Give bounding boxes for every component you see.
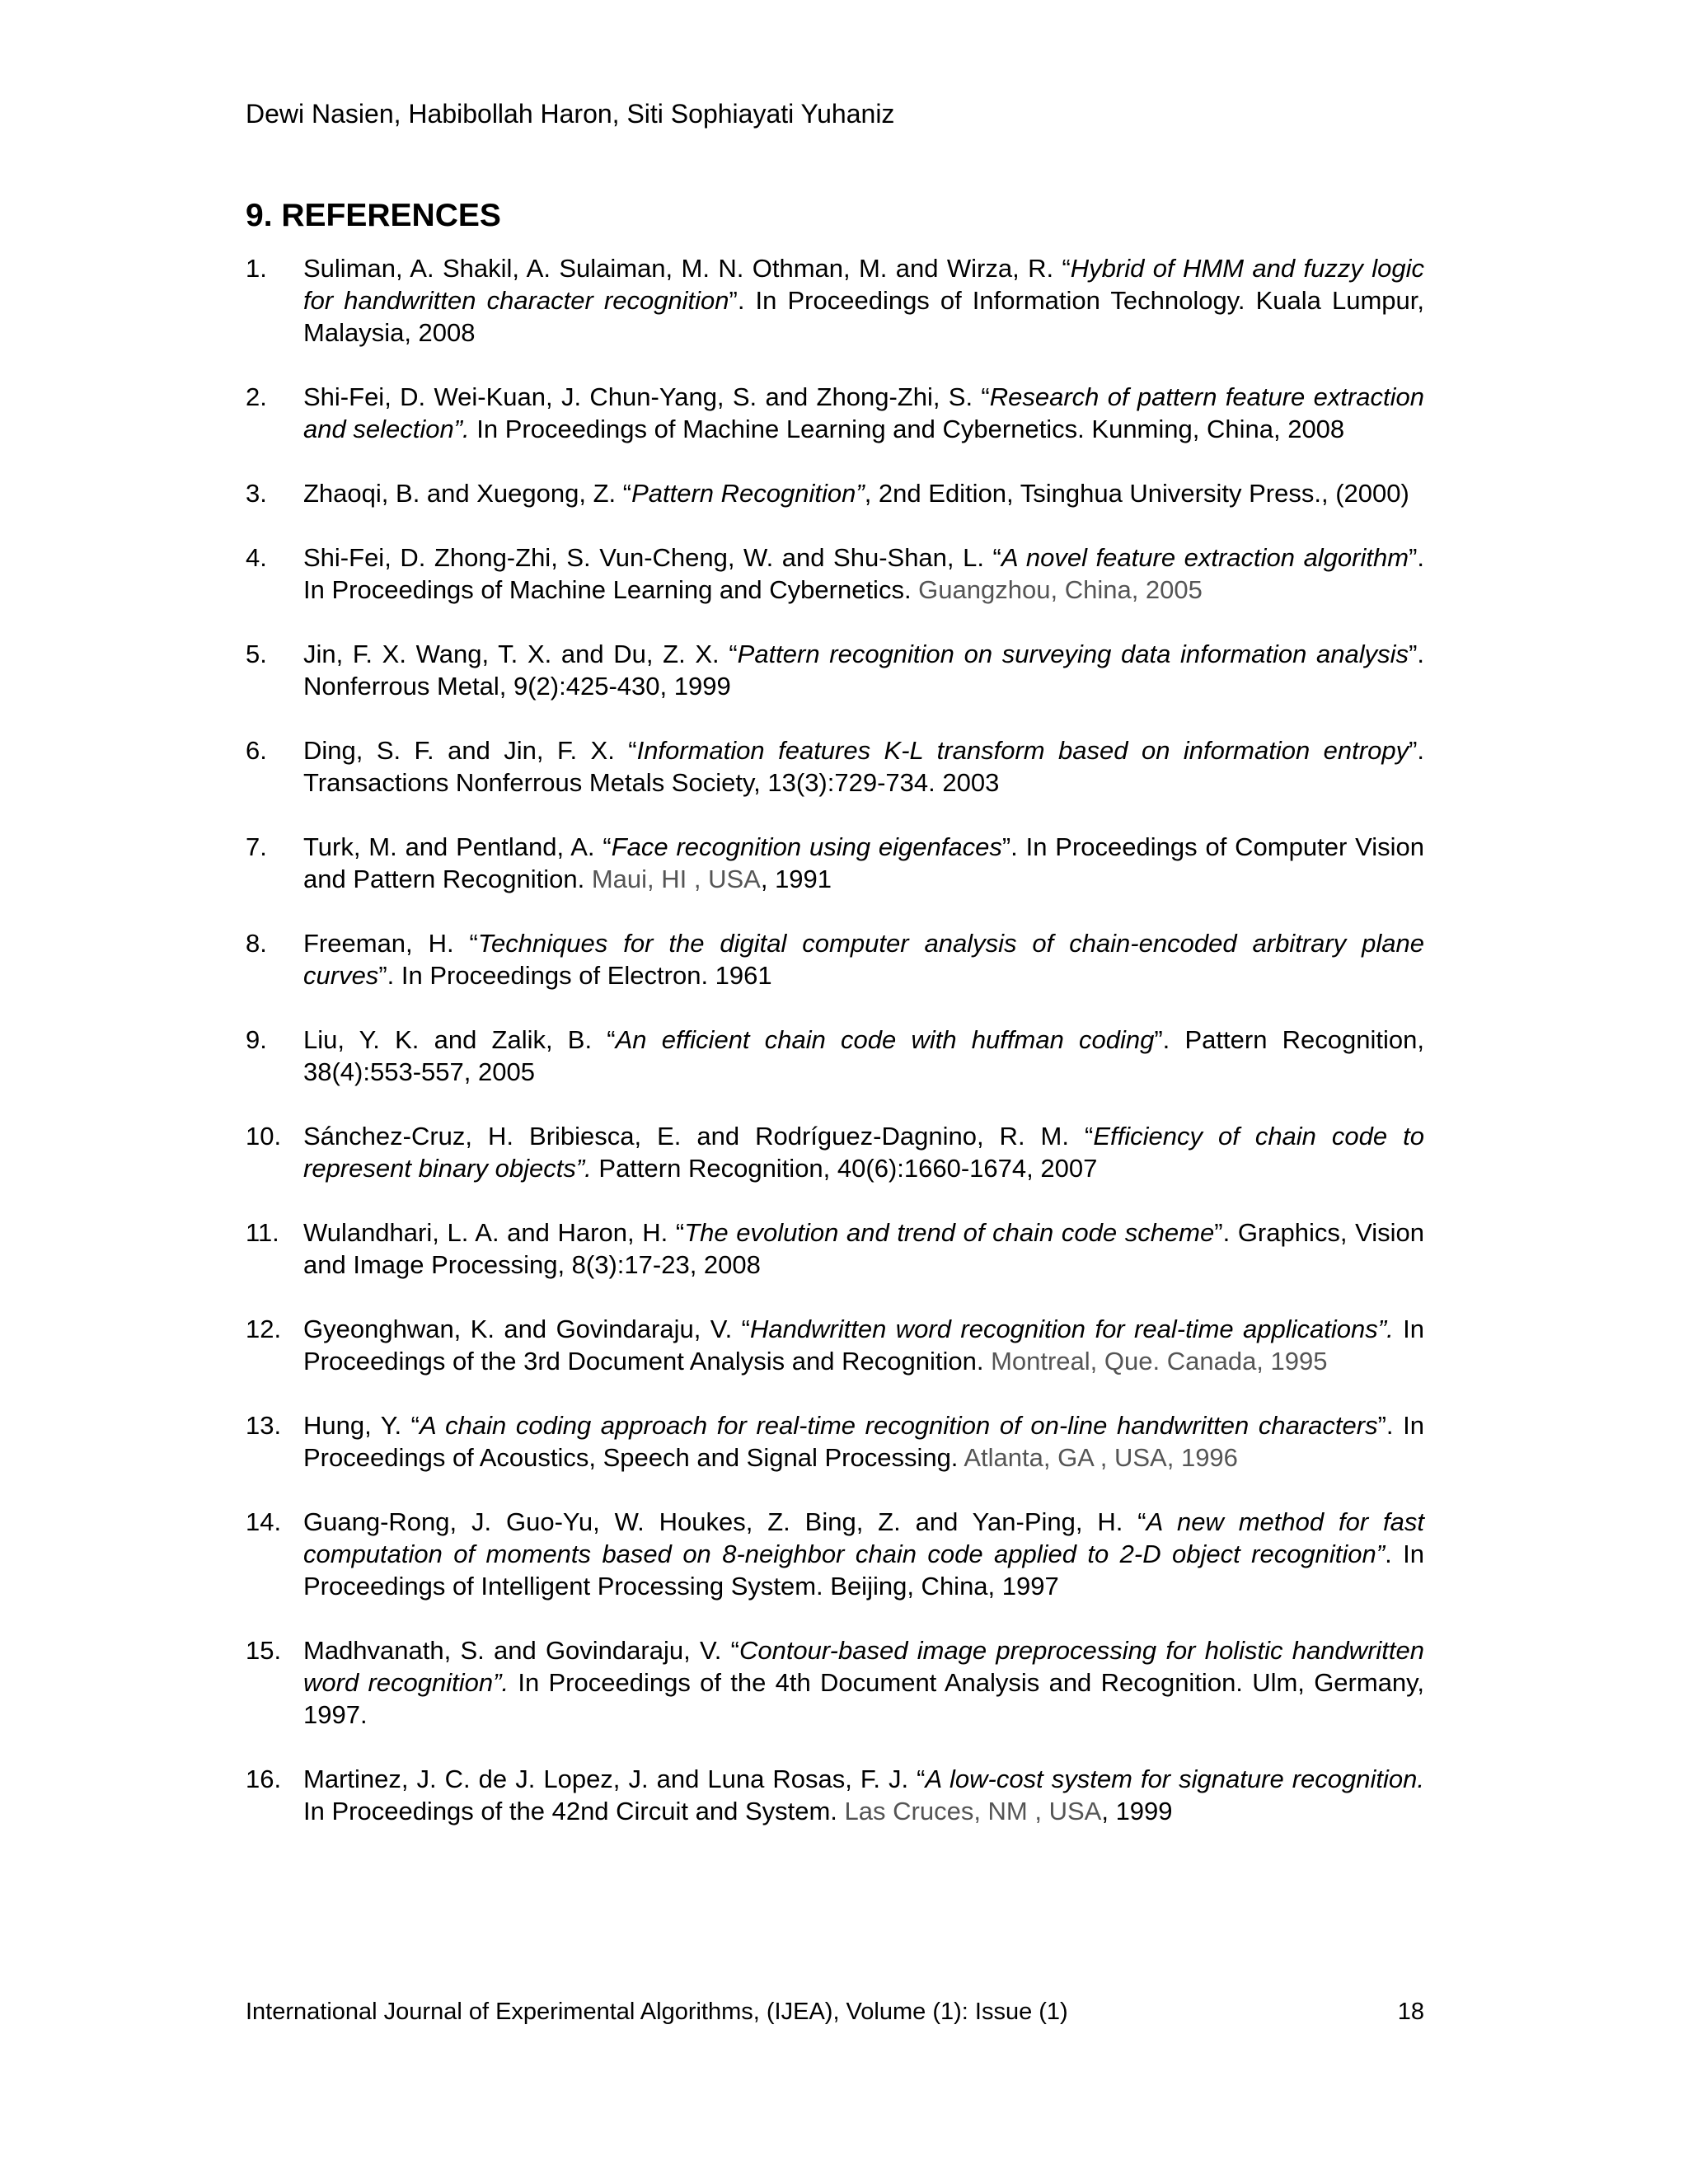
reference-authors: Guang-Rong, J. Guo-Yu, W. Houkes, Z. Bing, Z. and Yan-Ping, H. “	[303, 1507, 1146, 1536]
reference-text	[303, 1634, 1424, 1731]
reference-authors: Madhvanath, S. and Govindaraju, V. “	[303, 1636, 739, 1665]
reference-source: ”. In Proceedings of Electron. 1961	[378, 961, 772, 990]
reference-authors: Gyeonghwan, K. and Govindaraju, V. “	[303, 1315, 750, 1343]
reference-item	[246, 1024, 1424, 1088]
reference-number: 16.	[246, 1765, 282, 1793]
reference-title: Pattern recognition on surveying data information analysis	[737, 640, 1409, 668]
reference-authors: Jin, F. X. Wang, T. X. and Du, Z. X. “	[303, 640, 738, 668]
reference-number: 10.	[246, 1122, 282, 1151]
reference-item	[246, 1634, 1424, 1731]
reference-number: 1.	[246, 254, 267, 283]
reference-authors: Shi-Fei, D. Zhong-Zhi, S. Vun-Cheng, W. and Shu-Shan, L. “	[303, 543, 1001, 572]
reference-number: 13.	[246, 1411, 282, 1440]
reference-authors: Wulandhari, L. A. and Haron, H. “	[303, 1218, 685, 1247]
section-title: 9. REFERENCES	[246, 198, 501, 233]
reference-text	[303, 1120, 1424, 1184]
reference-number: 9.	[246, 1025, 267, 1054]
reference-number: 15.	[246, 1636, 282, 1665]
reference-authors: Ding, S. F. and Jin, F. X. “	[303, 736, 637, 765]
reference-text	[303, 1763, 1424, 1827]
reference-source: ”. Nonferrous Metal, 9(2):425-430, 1999	[303, 640, 1424, 701]
reference-item	[246, 1506, 1424, 1602]
reference-title: Techniques for the digital computer analysis of chain-encoded arbitrary plane curves	[303, 929, 1424, 990]
reference-text	[303, 927, 1424, 991]
reference-year: , 1991	[760, 865, 832, 893]
reference-number: 14.	[246, 1507, 282, 1536]
reference-authors: Hung, Y. “	[303, 1411, 420, 1440]
reference-text	[303, 1216, 1424, 1281]
reference-source: In Proceedings of the 3rd Document Analysis and Recognition.	[303, 1315, 1424, 1376]
reference-source: ”. In Proceedings of Machine Learning and Cybernetics.	[303, 543, 1424, 604]
reference-item	[246, 1216, 1424, 1281]
reference-text	[303, 638, 1424, 702]
reference-item	[246, 638, 1424, 702]
reference-title: Handwritten word recognition for real-time applications”.	[749, 1315, 1394, 1343]
reference-place: Montreal, Que. Canada, 1995	[991, 1347, 1328, 1376]
reference-number: 5.	[246, 640, 267, 668]
reference-place: Las Cruces, NM , USA	[844, 1797, 1102, 1825]
reference-title: Efficiency of chain code to represent binary objects”.	[303, 1122, 1424, 1183]
reference-source: In Proceedings of Machine Learning and Cybernetics. Kunming, China, 2008	[469, 415, 1345, 443]
reference-item	[246, 1763, 1424, 1827]
running-header-authors: Dewi Nasien, Habibollah Haron, Siti Sophiayati Yuhaniz	[246, 99, 895, 129]
reference-item	[246, 381, 1424, 445]
reference-source: ”. In Proceedings of Information Technology. Kuala Lumpur, Malaysia, 2008	[303, 286, 1424, 347]
reference-source: . In Proceedings of Intelligent Processing System. Beijing, China, 1997	[303, 1540, 1424, 1601]
reference-number: 6.	[246, 736, 267, 765]
reference-title: Research of pattern feature extraction and selection”.	[303, 382, 1425, 443]
reference-title: The evolution and trend of chain code scheme	[684, 1218, 1215, 1247]
reference-title: Hybrid of HMM and fuzzy logic for handwritten character recognition	[303, 254, 1424, 315]
reference-place: Atlanta, GA , USA, 1996	[964, 1443, 1238, 1472]
footer-journal: International Journal of Experimental Algorithms, (IJEA), Volume (1): Issue (1)	[246, 1999, 1068, 2025]
reference-source: ”. Graphics, Vision and Image Processing, 8(3):17-23, 2008	[303, 1218, 1424, 1279]
reference-authors: Shi-Fei, D. Wei-Kuan, J. Chun-Yang, S. and Zhong-Zhi, S. “	[303, 382, 990, 411]
reference-title: Contour-based image preprocessing for holistic handwritten word recognition”.	[303, 1636, 1424, 1697]
reference-text	[303, 734, 1424, 799]
reference-authors: Freeman, H. “	[303, 929, 478, 958]
reference-authors: Suliman, A. Shakil, A. Sulaiman, M. N. Othman, M. and Wirza, R. “	[303, 254, 1071, 283]
reference-text	[303, 381, 1424, 445]
reference-title: A new method for fast computation of moments based on 8-neighbor chain code applied to 2-D object recognition”	[303, 1507, 1424, 1568]
reference-item	[246, 1409, 1424, 1474]
reference-text	[303, 1506, 1424, 1602]
reference-list	[246, 252, 1424, 1859]
page-number: 18	[1397, 1999, 1424, 2025]
reference-source: ”. Transactions Nonferrous Metals Society, 13(3):729-734. 2003	[303, 736, 1425, 797]
reference-authors: Zhaoqi, B. and Xuegong, Z. “	[303, 479, 632, 508]
reference-source: In Proceedings of the 42nd Circuit and System.	[303, 1797, 845, 1825]
reference-source: , 2nd Edition, Tsinghua University Press., (2000)	[864, 479, 1409, 508]
reference-item	[246, 1120, 1424, 1184]
reference-text	[303, 252, 1424, 349]
reference-title: Pattern Recognition”	[631, 479, 865, 508]
reference-source: Pattern Recognition, 40(6):1660-1674, 2007	[591, 1154, 1098, 1183]
reference-number: 7.	[246, 832, 267, 861]
reference-text	[303, 1024, 1424, 1088]
reference-place: Guangzhou, China, 2005	[918, 575, 1203, 604]
reference-authors: Sánchez-Cruz, H. Bribiesca, E. and Rodríguez-Dagnino, R. M. “	[303, 1122, 1094, 1151]
reference-item	[246, 831, 1424, 895]
reference-number: 4.	[246, 543, 267, 572]
reference-source: In Proceedings of the 4th Document Analysis and Recognition. Ulm, Germany, 1997.	[303, 1668, 1424, 1729]
reference-text	[303, 1313, 1424, 1377]
reference-number: 8.	[246, 929, 267, 958]
reference-text	[303, 831, 1424, 895]
reference-authors: Liu, Y. K. and Zalik, B. “	[303, 1025, 616, 1054]
reference-item	[246, 734, 1424, 799]
reference-text	[303, 541, 1424, 606]
reference-place: Maui, HI , USA	[591, 865, 761, 893]
reference-item	[246, 1313, 1424, 1377]
reference-year: , 1999	[1101, 1797, 1173, 1825]
reference-title: An efficient chain code with huffman coding	[615, 1025, 1155, 1054]
reference-number: 11.	[246, 1218, 279, 1247]
reference-source: ”. Pattern Recognition, 38(4):553-557, 2005	[303, 1025, 1424, 1086]
reference-source: ”. In Proceedings of Acoustics, Speech and Signal Processing.	[303, 1411, 1425, 1472]
reference-title: A chain coding approach for real-time recognition of on-line handwritten characters	[420, 1411, 1378, 1440]
reference-number: 2.	[246, 382, 267, 411]
reference-number: 12.	[246, 1315, 282, 1343]
reference-authors: Turk, M. and Pentland, A. “	[303, 832, 612, 861]
reference-title: A novel feature extraction algorithm	[1001, 543, 1409, 572]
reference-title: A low-cost system for signature recognition.	[925, 1765, 1424, 1793]
reference-item	[246, 477, 1424, 509]
reference-authors: Martinez, J. C. de J. Lopez, J. and Luna Rosas, F. J. “	[303, 1765, 926, 1793]
reference-source: ”. In Proceedings of Computer Vision and Pattern Recognition.	[303, 832, 1424, 893]
reference-text	[303, 477, 1424, 509]
reference-item	[246, 927, 1424, 991]
reference-title: Information features K-L transform based on information entropy	[636, 736, 1409, 765]
reference-number: 3.	[246, 479, 267, 508]
reference-text	[303, 1409, 1424, 1474]
reference-title: Face recognition using eigenfaces	[611, 832, 1002, 861]
reference-item	[246, 541, 1424, 606]
reference-item	[246, 252, 1424, 349]
